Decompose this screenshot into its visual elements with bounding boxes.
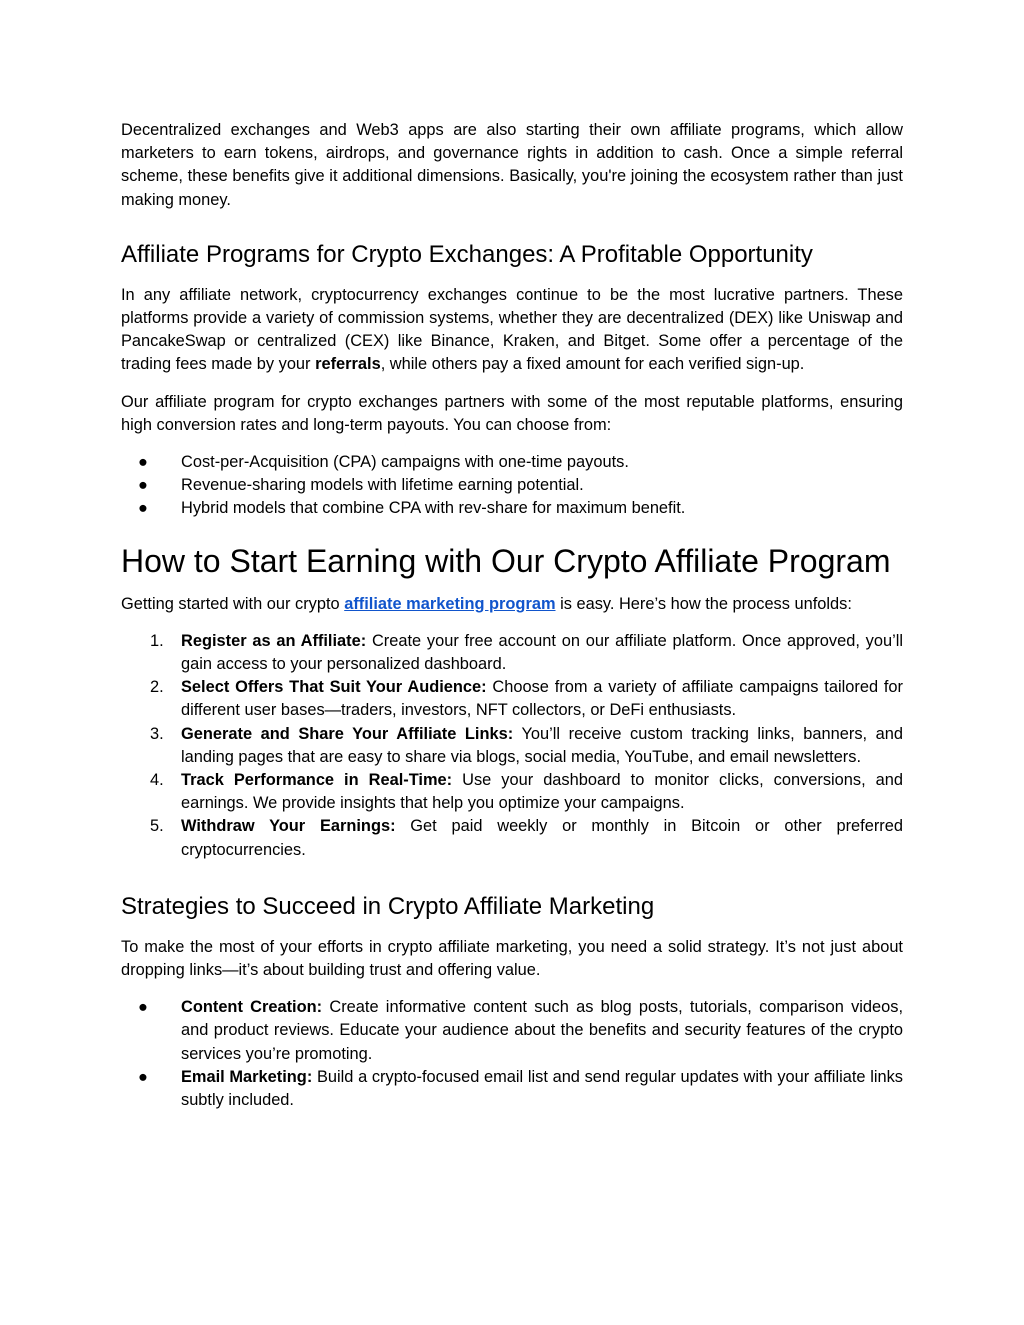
bullet-icon: ● (138, 998, 148, 1017)
list-item: 3. Generate and Share Your Affiliate Links: You’ll receive custom tracking links, banners, and landing pages that are easy to share via blogs, social media, YouTube, and email newsletters. (150, 724, 903, 766)
step-number: 1. (150, 631, 164, 650)
section-heading-strategies: Strategies to Succeed in Crypto Affiliate Marketing (121, 892, 655, 920)
list-item: 4. Track Performance in Real-Time: Use your dashboard to monitor clicks, conversions, and earnings. We provide insights that help you optimize your campaigns. (150, 771, 903, 813)
section-heading-exchanges: Affiliate Programs for Crypto Exchanges: A Profitable Opportunity (121, 240, 813, 268)
bullet-icon: ● (138, 453, 148, 472)
referrals-bold: referrals (315, 355, 381, 374)
strategies-paragraph: To make the most of your efforts in crypto affiliate marketing, you need a solid strategy. It’s not just about dropping links—it’s about building trust and offering value. (121, 937, 903, 980)
section-heading-start-earning: How to Start Earning with Our Crypto Affiliate Program (121, 542, 891, 579)
list-item: ● Content Creation: Create informative content such as blog posts, tutorials, comparison videos, and product reviews. Educate your audience about the benefits and security features of the crypto services you’re promoting. (138, 998, 903, 1063)
intro-paragraph: Decentralized exchanges and Web3 apps are also starting their own affiliate programs, which allow marketers to earn tokens, airdrops, and governance rights in addition to cash. Once a simple referral scheme, these benefits give it additional dimensions. Basically, you're joining the ecosystem rather than just making money. (121, 121, 903, 209)
strategy-title: Content Creation: (181, 998, 323, 1017)
getting-started-paragraph: Getting started with our crypto affiliate marketing program is easy. Here’s how the process unfolds: (121, 594, 852, 613)
list-item: ● Email Marketing: Build a crypto-focused email list and send regular updates with your affiliate links subtly included. (138, 1067, 903, 1110)
exchanges-text-before: In any affiliate network, cryptocurrency exchanges continue to be the most lucrative partners. These platforms provide a variety of commission systems, whether they are decentralized (DEX) like Uniswap and PancakeSwap or centralized (CEX) like Binance, Kraken, and Bitget. Some offer a percentage of the trading fees made by your (121, 285, 903, 374)
document-page (121, 119, 903, 1112)
strategy-title: Email Marketing: (181, 1067, 313, 1086)
payout-model-list (121, 451, 903, 521)
strategies-list (121, 996, 903, 1112)
program-paragraph: Our affiliate program for crypto exchanges partners with some of the most reputable platforms, ensuring high conversion rates and long-term payouts. You can choose from: (121, 392, 903, 434)
list-item: ● Hybrid models that combine CPA with rev-share for maximum benefit. (121, 497, 903, 520)
step-number: 2. (150, 678, 164, 697)
list-item: 2. Select Offers That Suit Your Audience: Choose from a variety of affiliate campaigns tailored for different user bases—traders, investors, NFT collectors, or DeFi enthusiasts. (150, 678, 903, 720)
list-item: ● Revenue-sharing models with lifetime earning potential. (121, 474, 903, 497)
list-item: ● Cost-per-Acquisition (CPA) campaigns with one-time payouts. (121, 451, 903, 474)
steps-list (121, 630, 903, 862)
step-number: 3. (150, 724, 164, 743)
bullet-icon: ● (138, 499, 148, 518)
bullet-icon: ● (138, 1067, 148, 1086)
step-title: Track Performance in Real-Time: (181, 771, 453, 790)
exchanges-paragraph (121, 284, 903, 377)
affiliate-program-link[interactable]: affiliate marketing program (344, 594, 556, 613)
step-title: Generate and Share Your Affiliate Links: (181, 724, 514, 743)
step-number: 5. (150, 817, 164, 836)
list-item: 1. Register as an Affiliate: Create your free account on our affiliate platform. Once approved, you’ll gain access to your personalized dashboard. (150, 631, 904, 674)
exchanges-text-after: , while others pay a fixed amount for each verified sign-up. (380, 355, 805, 374)
step-title: Withdraw Your Earnings: (181, 817, 396, 836)
step-title: Select Offers That Suit Your Audience: (181, 678, 487, 697)
step-number: 4. (150, 771, 164, 790)
list-item: 5. Withdraw Your Earnings: Get paid weekly or monthly in Bitcoin or other preferred cryptocurrencies. (150, 817, 903, 859)
bullet-icon: ● (138, 476, 148, 495)
step-title: Register as an Affiliate: (181, 631, 367, 650)
